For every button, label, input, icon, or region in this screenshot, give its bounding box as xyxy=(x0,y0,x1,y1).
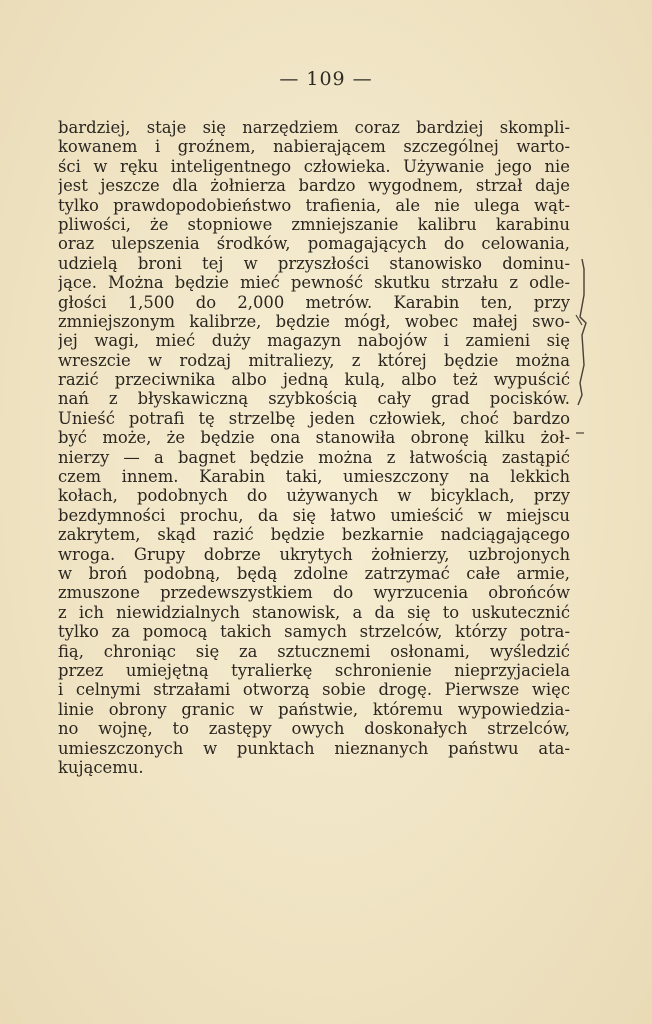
text-line: jest jeszcze dla żołnierza bardzo wygodnem, strzał daje xyxy=(58,176,570,196)
text-line: razić przeciwnika albo jedną kulą, albo też wypuścić xyxy=(58,370,570,390)
text-line: Unieść potrafi tę strzelbę jeden człowiek, choć bardzo xyxy=(58,408,570,428)
text-line: i celnymi strzałami otworzą sobie drogę. Pierwsze więc xyxy=(58,680,570,700)
text-line: pliwości, że stopniowe zmniejszanie kalibru karabinu xyxy=(58,214,570,234)
text-line: jej wagi, mieć duży magazyn nabojów i zamieni się xyxy=(58,331,570,351)
text-line: bezdymności prochu, da się łatwo umieścić w miejscu xyxy=(58,505,570,525)
text-line: zmniejszonym kalibrze, będzie mógł, wobec małej swo- xyxy=(58,311,570,331)
text-line: zakrytem, skąd razić będzie bezkarnie nadciągającego xyxy=(58,525,570,545)
text-line: linie obrony granic w państwie, któremu wypowiedzia- xyxy=(58,699,570,719)
text-line: tylko za pomocą takich samych strzelców, którzy potra- xyxy=(58,622,570,642)
margin-pencil-mark xyxy=(572,255,612,445)
text-line: jące. Można będzie mieć pewność skutku strzału z odle- xyxy=(58,273,570,293)
text-line: bardziej, staje się narzędziem coraz bardziej skompli- xyxy=(58,118,570,137)
text-line: udzielą broni tej w przyszłości stanowisko dominu- xyxy=(58,253,570,273)
text-line: ści w ręku inteligentnego człowieka. Używanie jego nie xyxy=(58,156,570,176)
text-line: kołach, podobnych do używanych w bicyklach, przy xyxy=(58,486,570,506)
text-line: w broń podobną, będą zdolne zatrzymać całe armie, xyxy=(58,563,570,583)
text-line: no wojnę, to zastępy owych doskonałych strzelców, xyxy=(58,719,570,739)
text-line: umieszczonych w punktach nieznanych państwu ata- xyxy=(58,738,570,758)
text-line: fią, chroniąc się za sztucznemi osłonami, wyśledzić xyxy=(58,641,570,661)
text-line: kowanem i groźnem, nabierającem szczególnej warto- xyxy=(58,137,570,157)
text-line: wreszcie w rodzaj mitraliezy, z której będzie można xyxy=(58,350,570,370)
text-line: nierzy — a bagnet będzie można z łatwością zastąpić xyxy=(58,447,570,467)
text-line: kującemu. xyxy=(58,757,144,777)
body-text xyxy=(58,118,570,777)
text-line: zmuszone przedewszystkiem do wyrzucenia obrońców xyxy=(58,583,570,603)
text-line: wroga. Grupy dobrze ukrytych żołnierzy, uzbrojonych xyxy=(58,544,570,564)
text-line: oraz ulepszenia środków, pomagających do celowania, xyxy=(58,234,570,254)
text-line: przez umiejętną tyralierkę schronienie nieprzyjaciela xyxy=(58,660,570,680)
page-number: — 109 — xyxy=(279,68,373,90)
text-line: z ich niewidzialnych stanowisk, a da się to uskutecznić xyxy=(58,602,570,622)
text-line: być może, że będzie ona stanowiła obronę kilku żoł- xyxy=(58,428,570,448)
text-line: czem innem. Karabin taki, umieszczony na lekkich xyxy=(58,467,570,487)
text-line: głości 1,500 do 2,000 metrów. Karabin ten, przy xyxy=(58,292,570,312)
text-line: tylko prawdopodobieństwo trafienia, ale nie ulega wąt- xyxy=(58,195,570,215)
text-line: nań z błyskawiczną szybkością cały grad pocisków. xyxy=(58,389,570,409)
